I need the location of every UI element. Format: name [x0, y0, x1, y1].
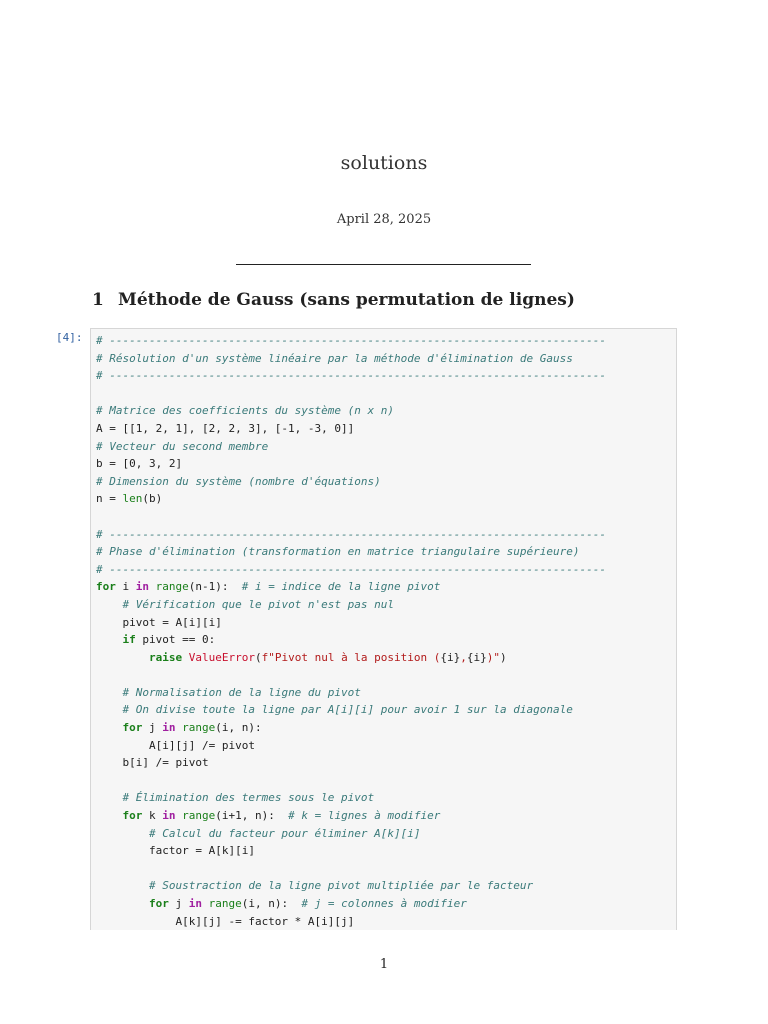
- code-line: [96, 807, 676, 825]
- code-line: [96, 684, 676, 702]
- code-token: for: [96, 580, 116, 594]
- cell-prompt: [4]:: [56, 331, 83, 344]
- code-token: (n-1):: [188, 580, 242, 594]
- code-token: raise: [148, 650, 183, 664]
- code-token: f"Pivot nul à la position (: [261, 650, 441, 664]
- code-line: [96, 438, 676, 456]
- code-line: [96, 350, 676, 368]
- code-line: [96, 789, 676, 807]
- code-line: [96, 332, 676, 350]
- title-divider: [236, 264, 531, 265]
- code-line: [96, 578, 676, 596]
- code-token: ,: [460, 650, 467, 664]
- code-token: (: [254, 650, 262, 664]
- code-token: pivot == 0:: [135, 633, 216, 647]
- code-line: [96, 649, 676, 667]
- code-token: [96, 633, 123, 646]
- code-line: [96, 420, 676, 438]
- code-token: # Vecteur du second membre: [96, 439, 269, 453]
- code-token: [96, 879, 149, 892]
- page-number: 1: [379, 957, 389, 972]
- code-token: [96, 791, 123, 804]
- code-token: )": [486, 650, 501, 664]
- code-token: b[i] /= pivot: [96, 756, 209, 770]
- code-token: (i, n):: [241, 897, 302, 910]
- code-cell[interactable]: [90, 328, 677, 930]
- code-line: [96, 754, 676, 772]
- code-token: in: [162, 809, 176, 823]
- code-token: # Calcul du facteur pour éliminer A[k][i]: [148, 826, 421, 840]
- code-token: [182, 651, 189, 664]
- code-token: range: [182, 809, 216, 823]
- code-token: # ---------------------------------------------------------------------------: [96, 334, 606, 347]
- code-token: # Matrice des coefficients du système (n x n): [96, 404, 395, 418]
- code-token: for: [148, 897, 169, 910]
- code-line: [96, 842, 676, 860]
- code-line: [96, 701, 676, 719]
- code-token: [96, 897, 149, 910]
- code-token: n =: [96, 492, 123, 506]
- code-token: A[i][j] /= pivot: [96, 738, 255, 752]
- code-token: [202, 897, 209, 910]
- code-line: [96, 402, 676, 420]
- code-token: [149, 580, 156, 593]
- code-line: [96, 895, 676, 913]
- code-token: [96, 598, 123, 611]
- code-line: [96, 561, 676, 579]
- code-line: [96, 877, 676, 895]
- section-number: 1: [92, 290, 104, 310]
- code-token: (b): [142, 492, 163, 506]
- code-line: [96, 737, 676, 755]
- section-heading: [92, 290, 575, 310]
- document-date: April 28, 2025: [336, 212, 432, 227]
- code-token: [96, 827, 149, 840]
- code-line: [96, 455, 676, 473]
- code-line: [96, 385, 676, 403]
- code-line: [96, 913, 676, 930]
- code-token: in: [135, 580, 149, 594]
- code-token: j: [142, 721, 163, 735]
- code-token: # On divise toute la ligne par A[i][i] pour avoir 1 sur la diagonale: [122, 703, 573, 717]
- code-token: b = [0, 3, 2]: [96, 457, 183, 471]
- code-line: [96, 825, 676, 843]
- code-token: range: [208, 897, 242, 910]
- code-block: [91, 329, 676, 930]
- code-token: # ---------------------------------------------------------------------------: [96, 562, 606, 576]
- code-line: [96, 719, 676, 737]
- code-token: A = [[1, 2, 1], [2, 2, 3], [-1, -3, 0]]: [96, 421, 355, 435]
- code-token: if: [122, 633, 136, 647]
- code-token: [96, 703, 123, 716]
- code-line: [96, 473, 676, 491]
- code-token: # Normalisation de la ligne du pivot: [122, 685, 361, 699]
- code-token: range: [182, 721, 216, 735]
- code-token: (i+1, n):: [215, 809, 289, 823]
- code-token: [96, 809, 123, 822]
- code-token: # j = colonnes à modifier: [301, 897, 467, 910]
- code-token: in: [188, 897, 202, 910]
- code-line: [96, 596, 676, 614]
- code-token: [96, 651, 149, 664]
- code-token: # Phase d'élimination (transformation en matrice triangulaire supérieure): [96, 545, 580, 559]
- code-line: [96, 631, 676, 649]
- code-token: ValueError: [188, 650, 255, 664]
- code-token: {i}: [466, 650, 487, 664]
- code-line: [96, 772, 676, 790]
- code-token: ): [500, 650, 507, 664]
- section-title: Méthode de Gauss (sans permutation de lignes): [118, 290, 575, 310]
- code-token: # i = indice de la ligne pivot: [241, 580, 441, 594]
- code-line: [96, 367, 676, 385]
- code-token: in: [162, 721, 176, 735]
- code-line: [96, 543, 676, 561]
- code-token: # Dimension du système (nombre d'équations): [96, 474, 381, 488]
- code-token: factor = A[k][i]: [96, 844, 255, 858]
- code-token: A[k][j] -= factor * A[i][j]: [96, 914, 355, 928]
- code-token: for: [122, 809, 143, 823]
- code-token: {i}: [440, 650, 461, 664]
- code-token: range: [155, 580, 189, 594]
- code-line: [96, 508, 676, 526]
- code-token: # k = lignes à modifier: [288, 809, 441, 823]
- code-token: # Soustraction de la ligne pivot multipliée par le facteur: [148, 879, 534, 893]
- code-token: # Élimination des termes sous le pivot: [122, 791, 375, 805]
- code-token: k: [142, 809, 163, 823]
- code-token: # ---------------------------------------------------------------------------: [96, 527, 606, 541]
- code-line: [96, 526, 676, 544]
- code-token: [96, 686, 123, 699]
- code-token: len: [122, 492, 143, 506]
- code-token: [96, 721, 123, 734]
- code-token: # ---------------------------------------------------------------------------: [96, 369, 606, 383]
- code-token: pivot = A[i][i]: [96, 615, 222, 629]
- code-line: [96, 614, 676, 632]
- code-token: for: [122, 721, 143, 735]
- code-line: [96, 860, 676, 878]
- code-token: (i, n):: [215, 721, 262, 735]
- code-line: [96, 666, 676, 684]
- document-title: solutions: [340, 152, 428, 174]
- code-token: # Résolution d'un système linéaire par la méthode d'élimination de Gauss: [96, 351, 573, 365]
- code-token: # Vérification que le pivot n'est pas nul: [122, 597, 395, 611]
- code-token: i: [115, 580, 136, 594]
- code-token: j: [168, 897, 189, 910]
- code-line: [96, 490, 676, 508]
